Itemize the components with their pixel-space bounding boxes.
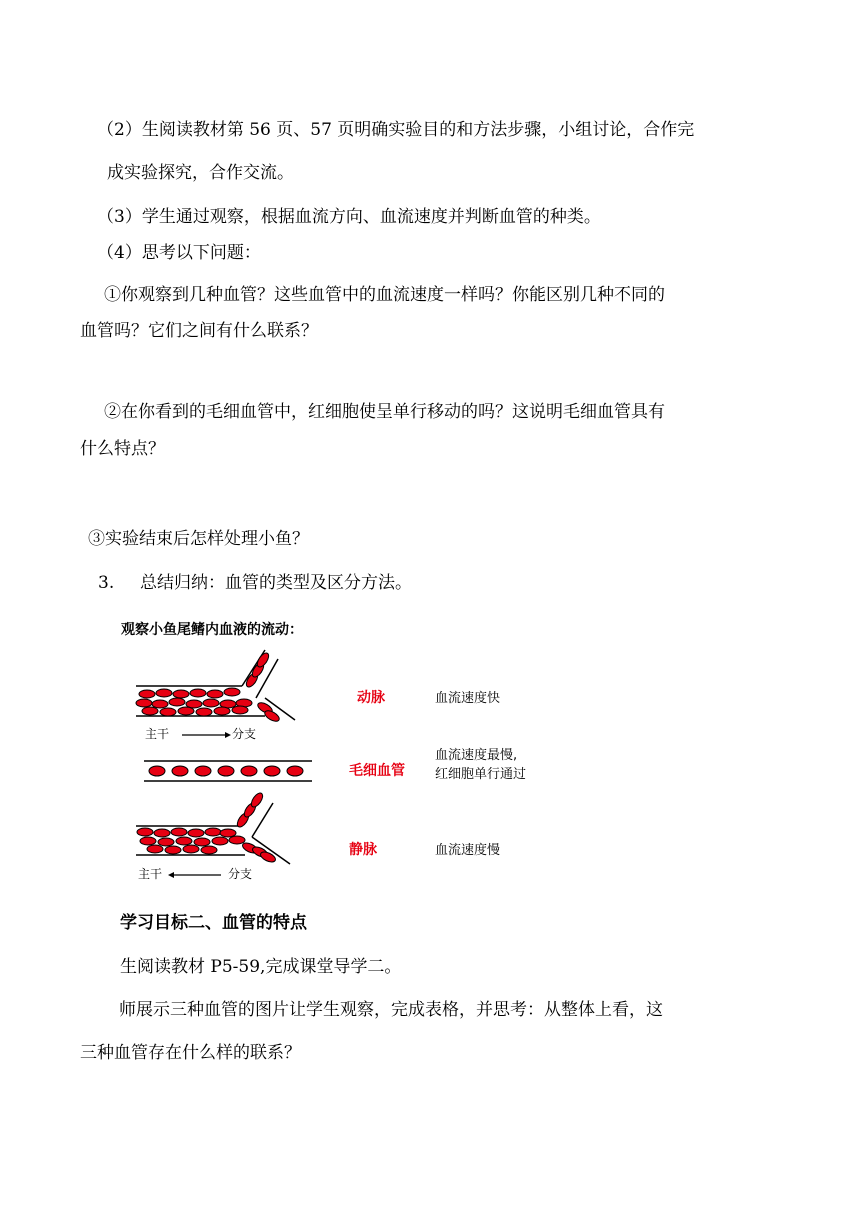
red-blood-cell	[171, 828, 187, 836]
red-blood-cell	[224, 688, 240, 696]
red-blood-cell	[152, 700, 168, 708]
red-blood-cell	[229, 836, 245, 844]
vein-branch-label: 分支	[228, 867, 253, 881]
red-blood-cell	[147, 845, 163, 853]
red-blood-cell	[149, 766, 165, 776]
red-blood-cell	[214, 707, 230, 715]
red-blood-cell	[205, 828, 221, 836]
red-blood-cell	[154, 829, 170, 837]
para-3: （3）学生通过观察，根据血流方向、血流速度并判断血管的种类。	[97, 207, 601, 227]
question-1-line-2: 血管吗？它们之间有什么联系？	[80, 321, 318, 341]
blood-flow-figure	[120, 640, 580, 885]
red-blood-cell	[165, 846, 181, 854]
artery-branch-label: 分支	[232, 727, 257, 741]
red-blood-cell	[160, 708, 176, 716]
red-blood-cell	[139, 690, 155, 698]
red-blood-cell	[176, 837, 192, 845]
question-1-line-1: ①你观察到几种血管？这些血管中的血流速度一样吗？你能区别几种不同的	[104, 285, 665, 305]
red-blood-cell	[287, 766, 303, 776]
red-blood-cell	[140, 837, 156, 845]
artery-diagram	[136, 650, 295, 723]
red-blood-cell	[264, 766, 280, 776]
section-3-number: 3.	[98, 573, 115, 593]
red-blood-cell	[183, 845, 199, 853]
vein-trunk-label: 主干	[138, 867, 163, 881]
vein-flow-arrow-head	[168, 872, 174, 878]
section-3-text: 总结归纳：血管的类型及区分方法。	[140, 573, 412, 593]
red-blood-cell	[169, 698, 185, 706]
para-4: （4）思考以下问题：	[97, 243, 261, 263]
goal-2-teacher-line-1: 师展示三种血管的图片让学生观察，完成表格，并思考：从整体上看，这	[119, 1000, 663, 1020]
red-blood-cell	[142, 707, 158, 715]
capillary-name: 毛细血管	[349, 763, 405, 779]
red-blood-cell	[249, 791, 265, 809]
vein-name: 静脉	[349, 842, 377, 858]
red-blood-cell	[172, 766, 188, 776]
red-blood-cell	[196, 708, 212, 716]
red-blood-cell	[173, 690, 189, 698]
para-2-line-2: 成实验探究，合作交流。	[107, 163, 294, 183]
vein-diagram	[136, 791, 290, 864]
question-2-line-2: 什么特点？	[80, 439, 165, 459]
goal-2-reading: 生阅读教材 P5-59,完成课堂导学二。	[120, 957, 402, 977]
artery-description: 血流速度快	[435, 691, 501, 706]
capillary-description-line-2: 红细胞单行通过	[435, 767, 527, 782]
red-blood-cell	[190, 689, 206, 697]
question-2-line-1: ②在你看到的毛细血管中，红细胞使呈单行移动的吗？这说明毛细血管具有	[104, 402, 665, 422]
red-blood-cell	[137, 828, 153, 836]
goal-2-teacher-line-2: 三种血管存在什么样的联系？	[80, 1043, 301, 1063]
red-blood-cell	[178, 707, 194, 715]
artery-trunk-label: 主干	[145, 727, 170, 741]
red-blood-cell	[207, 690, 223, 698]
red-blood-cell	[188, 829, 204, 837]
red-blood-cell	[232, 706, 248, 714]
red-blood-cell	[203, 699, 219, 707]
red-blood-cell	[195, 766, 211, 776]
red-blood-cell	[158, 838, 174, 846]
red-blood-cell	[201, 846, 217, 854]
red-blood-cell	[212, 837, 228, 845]
vein-description: 血流速度慢	[435, 843, 501, 858]
capillary-description-line-1: 血流速度最慢,	[435, 748, 518, 763]
red-blood-cell	[218, 766, 234, 776]
red-blood-cell	[220, 829, 236, 837]
artery-name: 动脉	[357, 690, 385, 706]
capillary-diagram	[144, 761, 312, 781]
red-blood-cell	[136, 699, 152, 707]
question-3: ③实验结束后怎样处理小鱼？	[88, 529, 309, 549]
para-2-line-1: （2）生阅读教材第 56 页、57 页明确实验目的和方法步骤，小组讨论，合作完	[97, 120, 695, 140]
artery-flow-arrow-head	[225, 732, 231, 738]
goal-2-heading: 学习目标二、血管的特点	[120, 913, 307, 933]
red-blood-cell	[156, 689, 172, 697]
red-blood-cell	[194, 838, 210, 846]
figure-title: 观察小鱼尾鳍内血液的流动：	[121, 622, 303, 638]
red-blood-cell	[241, 766, 257, 776]
red-blood-cell	[255, 651, 271, 669]
